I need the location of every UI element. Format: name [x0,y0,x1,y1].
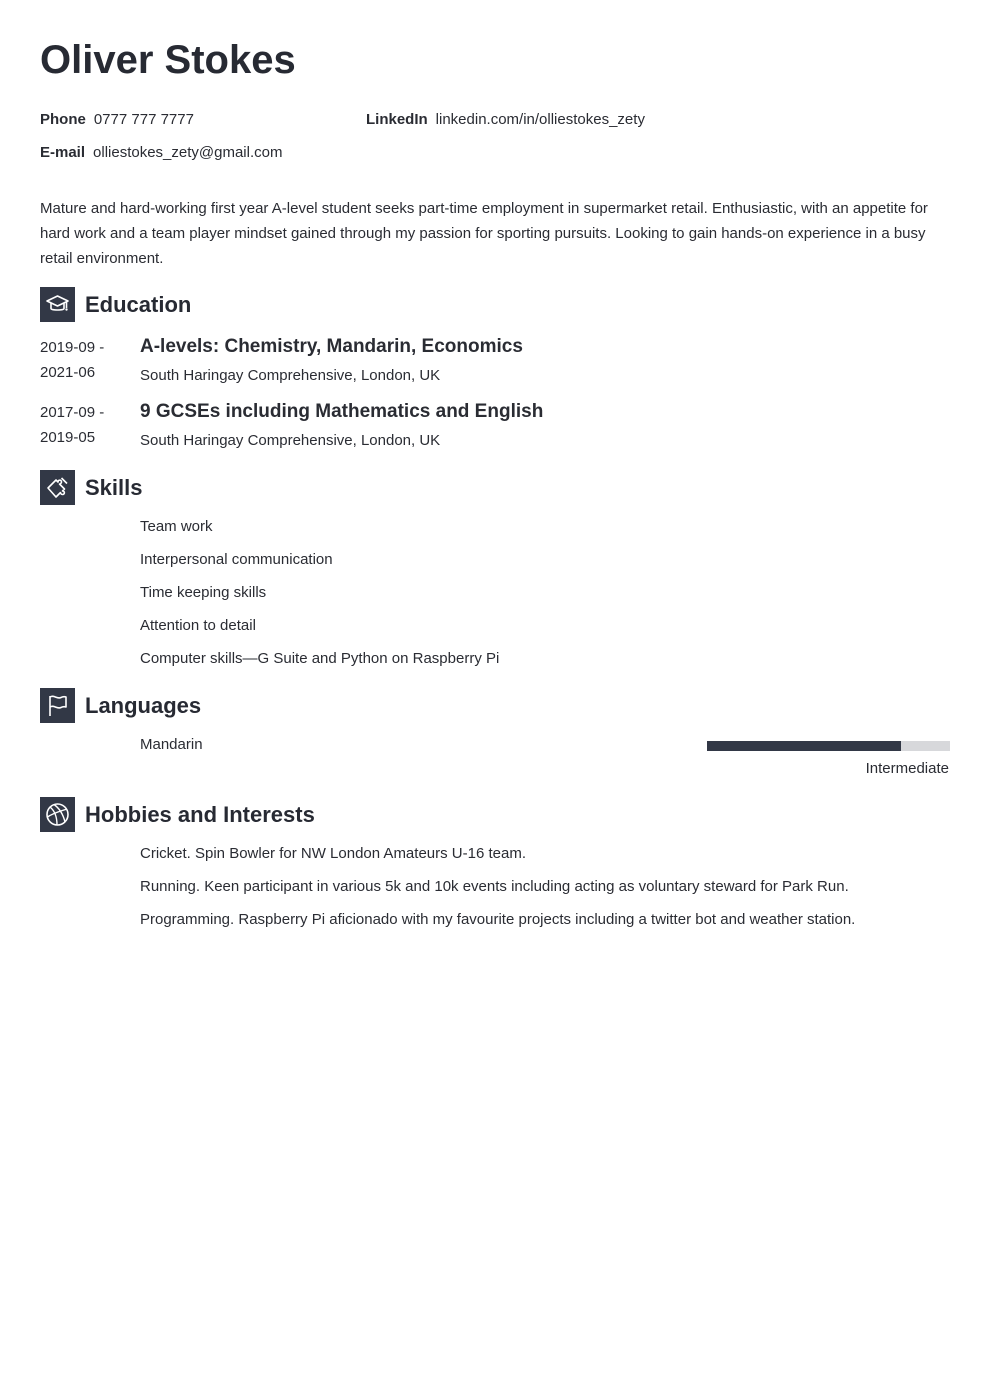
education-degree-title: 9 GCSEs including Mathematics and English [140,401,544,422]
education-date-end: 2019-05 [40,429,96,446]
education-date [40,335,130,385]
basketball-icon [40,797,75,832]
skill-item: Computer skills—G Suite and Python on Raspberry Pi [140,650,500,667]
skills-title: Skills [85,474,143,500]
hobby-item: Cricket. Spin Bowler for NW London Amateurs U-16 team. [140,845,526,862]
skill-item: Interpersonal communication [140,551,333,568]
skill-item: Attention to detail [140,617,256,634]
flag-icon [40,688,75,723]
hobbies-section-header [40,797,315,832]
education-date-start: 2019-09 - [40,339,105,356]
puzzle-piece-icon [40,470,75,505]
language-name: Mandarin [140,736,203,753]
graduation-cap-icon [40,287,75,322]
language-proficiency-fill [707,741,901,751]
language-proficiency-bar [707,741,950,751]
education-date-end: 2021-06 [40,364,96,381]
hobbies-title: Hobbies and Interests [85,801,315,827]
linkedin-label: LinkedIn [366,111,428,128]
candidate-name: Oliver Stokes [40,38,296,82]
languages-section-header [40,688,201,723]
education-school: South Haringay Comprehensive, London, UK [140,432,441,449]
education-degree-title: A-levels: Chemistry, Mandarin, Economics [140,336,523,357]
linkedin-link[interactable]: linkedin.com/in/olliestokes_zety [435,111,645,128]
skill-item: Team work [140,518,213,535]
education-date-start: 2017-09 - [40,404,105,421]
education-title: Education [85,291,192,317]
education-date [40,400,130,450]
hobby-item: Programming. Raspberry Pi aficionado with my favourite projects including a twitter bot and weather station. [140,911,856,928]
hobby-item: Running. Keen participant in various 5k and 10k events including acting as voluntary steward for Park Run. [140,878,849,895]
education-section-header [40,287,191,322]
education-school: South Haringay Comprehensive, London, UK [140,367,441,384]
skills-section-header [40,470,142,505]
email-link[interactable]: olliestokes_zety@gmail.com [93,144,283,161]
phone-label: Phone [40,111,86,128]
email-label: E-mail [40,144,86,161]
phone-value: 0777 777 7777 [93,111,194,128]
contact-linkedin [366,110,645,130]
language-level: Intermediate [865,760,949,777]
skill-item: Time keeping skills [140,584,267,601]
profile-summary: Mature and hard-working first year A-level student seeks part-time employment in supermarket retail. Enthusiastic, with an appetite for hard work and a team player mindset gained through my passion for sporting pursuits. Looking to gain hands-on experience in a busy retail environment. [40,200,928,267]
contact-email [40,143,282,163]
languages-title: Languages [85,692,202,718]
contact-phone [40,110,194,130]
